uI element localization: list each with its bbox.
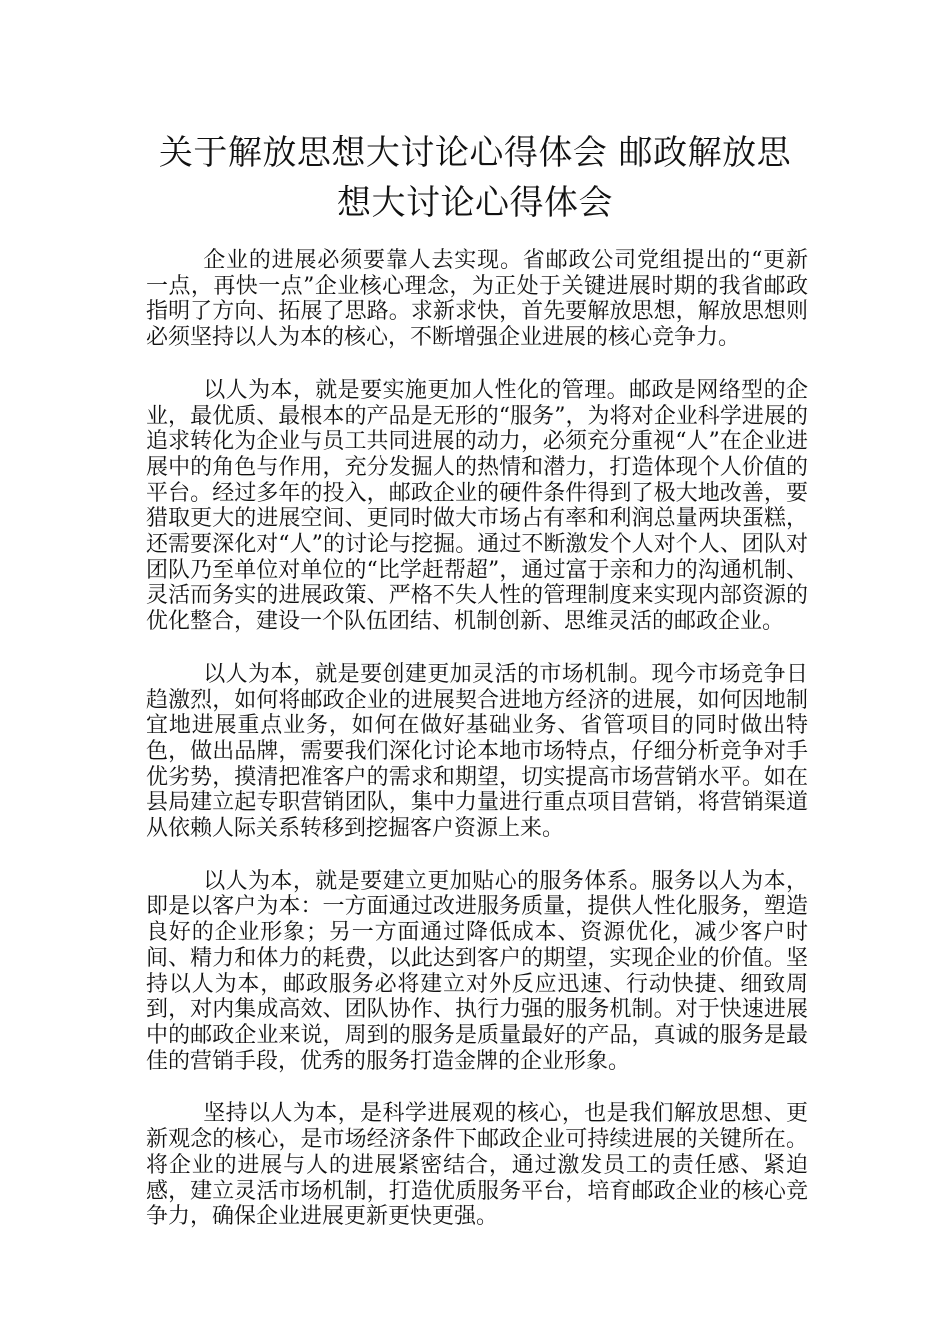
paragraph-2: 以人为本，就是要实施更加人性化的管理。邮政是网络型的企业，最优质、最根本的产品是无形的“服务”，为将对企业科学进展的追求转化为企业与员工共同进展的动力，必须充分重视“人”在企业进展中的角色与作用，充分发掘人的热情和潜力，打造体现个人价值的平台。经过多年的投入，邮政企业的硬件条件得到了极大地改善，要猎取更大的进展空间、更同时做大市场占有率和利润总量两块蛋糕，还需要深化对“人”的讨论与挖掘。通过不断激发个人对个人、团队对团队乃至单位对单位的“比学赶帮超”，通过富于亲和力的沟通机制、灵活而务实的进展政策、严格不失人性的管理制度来实现内部资源的优化整合，建设一个队伍团结、机制创新、思维灵活的邮政企业。 — [146, 377, 808, 635]
paragraph-4: 以人为本，就是要建立更加贴心的服务体系。服务以人为本，即是以客户为本：一方面通过改进服务质量，提供人性化服务，塑造良好的企业形象；另一方面通过降低成本、资源优化，减少客户时间、精力和体力的耗费，以此达到客户的期望，实现企业的价值。坚持以人为本，邮政服务必将建立对外反应迅速、行动快捷、细致周到，对内集成高效、团队协作、执行力强的服务机制。对于快速进展中的邮政企业来说，周到的服务是质量最好的产品，真诚的服务是最佳的营销手段，优秀的服务打造金牌的企业形象。 — [146, 868, 808, 1074]
document-body — [146, 248, 808, 1257]
paragraph-1: 企业的进展必须要靠人去实现。省邮政公司党组提出的“更新一点，再快一点”企业核心理念，为正处于关键进展时期的我省邮政指明了方向、拓展了思路。求新求快，首先要解放思想，解放思想则必须坚持以人为本的核心，不断增强企业进展的核心竞争力。 — [146, 248, 808, 351]
document-title: 关于解放思想大讨论心得体会 邮政解放思想大讨论心得体会 — [158, 133, 792, 223]
paragraph-5: 坚持以人为本，是科学进展观的核心，也是我们解放思想、更新观念的核心，是市场经济条件下邮政企业可持续进展的关键所在。将企业的进展与人的进展紧密结合，通过激发员工的责任感、紧迫感，建立灵活市场机制，打造优质服务平台，培育邮政企业的核心竞争力，确保企业进展更新更快更强。 — [146, 1101, 808, 1230]
paragraph-3: 以人为本，就是要创建更加灵活的市场机制。现今市场竞争日趋激烈，如何将邮政企业的进展契合进地方经济的进展，如何因地制宜地进展重点业务，如何在做好基础业务、省管项目的同时做出特色，做出品牌，需要我们深化讨论本地市场特点，仔细分析竞争对手优劣势，摸清把准客户的需求和期望，切实提高市场营销水平。如在县局建立起专职营销团队，集中力量进行重点项目营销，将营销渠道从依赖人际关系转移到挖掘客户资源上来。 — [146, 661, 808, 842]
